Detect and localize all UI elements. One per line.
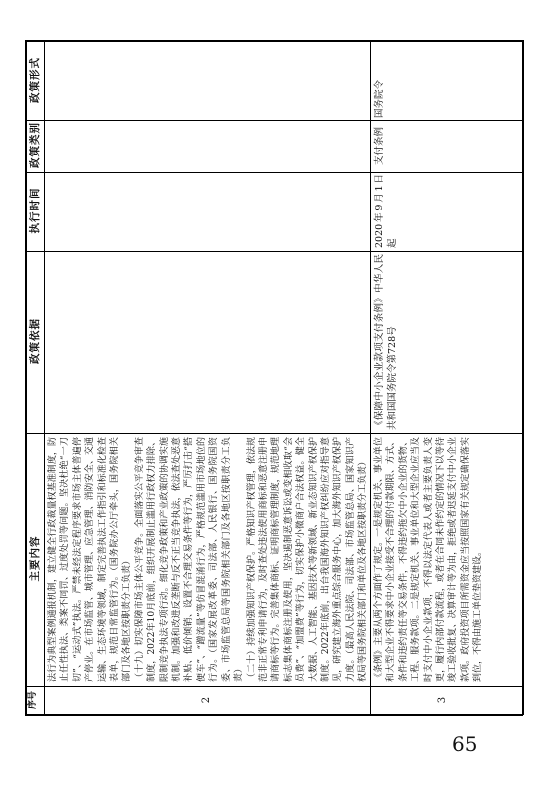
table-border-top xyxy=(25,40,523,42)
row-2-seq: 2 xyxy=(201,696,212,704)
row-2-paragraph-2: （十九）切实保障市场主体公平竞争。全面落实公平竞争审查制度，2022年10月底前，组织开展制止滥用行政权力排除、限制竞争执法专项行动。细化竞争政策和产业政策的协调实施机制。加强和改进反垄断与反不正当竞争执法，依法查处恶意补贴、低价倾销、设置不合理交易条件等行为，严厉打击“搭便车”、“蹭流量”等仿冒混淆行为，严格规范滥用市场地位的行为。（国家发展改革委、司法部、人民银行、国务院国资委、市场监管总局等国务院相关部门及各地区按职责分工负责） xyxy=(134,437,245,682)
row-3-basis-text: 《保障中小企业款项支付条例》中华人民共和国国务院令第728号 xyxy=(374,254,398,430)
header-policy-basis: 政策依据 xyxy=(29,318,41,364)
col-sep-time-basis xyxy=(25,251,523,252)
row-3-policy-form xyxy=(373,44,413,118)
row-3-paragraph-1: 《条例》主要从两个方面作了规定。一是规定机关、事业单位和大型企业不得要求中小企业接受不合理的付款期限、方式、条件和违约责任等交易条件，不得违约拖欠中小企业的货物、工程、服务款项。二是规定机关、事业单位和大型企业应当及时支付中小企业款项，不得以法定代表人或者主要负责人变更，履行内部付款流程，或者在合同未作约定的情况下以等待竣工验收批复、决算审计等为由，拒绝或者迟延支付中小企业款项。政府投资项目所需资金应当按照国家有关规定确保落实到位，不得由施工单位垫资建设。 xyxy=(374,437,484,682)
row-2-content xyxy=(47,437,367,682)
col-sep-basis-content xyxy=(25,433,523,434)
table-border-right xyxy=(522,40,524,715)
col-sep-form-type xyxy=(25,120,523,121)
table-border-bottom xyxy=(25,714,523,716)
row-3-exec-time xyxy=(373,174,413,248)
table-border-left xyxy=(25,40,27,715)
header-seq: 序号 xyxy=(28,691,38,710)
row-3-form-text: 国务院令 xyxy=(374,79,385,118)
row-3-policy-basis xyxy=(373,254,433,430)
page-number: 65 xyxy=(452,732,478,756)
row-sep-2-3 xyxy=(370,40,371,715)
header-main-content: 主要内容 xyxy=(29,535,41,582)
col-sep-type-time xyxy=(25,172,523,173)
row-3-content xyxy=(373,437,518,682)
row-3-type-text: 支付条例 xyxy=(374,127,385,166)
header-policy-form: 政策形式 xyxy=(29,57,41,103)
col-sep-content-seq xyxy=(25,686,523,687)
row-2-paragraph-3: （二十）持续加强知识产权保护。严格知识产权管理，依法规范非正常专利申请行为，及时查处违法使用商标和恶意注册申请商标等行为。完善集体商标、证明商标管理制度，规范地理标志集体商标注册及使用，坚决遏制恶意诉讼或变相收取“会员费”、“加盟费”等行为，切实保护小微商户合法权益。健全大数据、人工智能、基因技术等新领域、新业态知识产权保护制度。2022年底前，出台我国海外知识产权纠纷应对指导意见，研究建立海外重点综合服务中心，加大海外知识产权保护力度。（最高人民法院、司法部、市场监管总局、国家知识产权局等国务院相关部门和单位及各地区按职责分工负责） xyxy=(246,437,369,682)
header-exec-time: 执行时间 xyxy=(29,187,41,234)
row-3-time-text: 2020年9月1日起 xyxy=(374,174,398,248)
row-3-policy-type xyxy=(373,122,413,170)
row-sep-header xyxy=(44,40,45,715)
row-3-seq: 3 xyxy=(437,696,448,704)
header-policy-type: 政策类别 xyxy=(29,122,41,168)
row-2-paragraph-1: 法行为典型案例通报机制，建立健全行政裁量权基准制度，防止任性执法、类案不同罚、过度处罚等问题。坚决杜绝“一刀切”、“运动式”执法。严禁未经法定程序要求市场主体普遍停产停业。在市场监管、城市管理、应急管理、消防安全、交通运输、生态环境等领域，制定完善执法工作指引和标准化检查表单，规范日常监管行为。（国务院办公厅牵头，国务院相关部门及各地区按职责分工负责） xyxy=(48,437,133,682)
